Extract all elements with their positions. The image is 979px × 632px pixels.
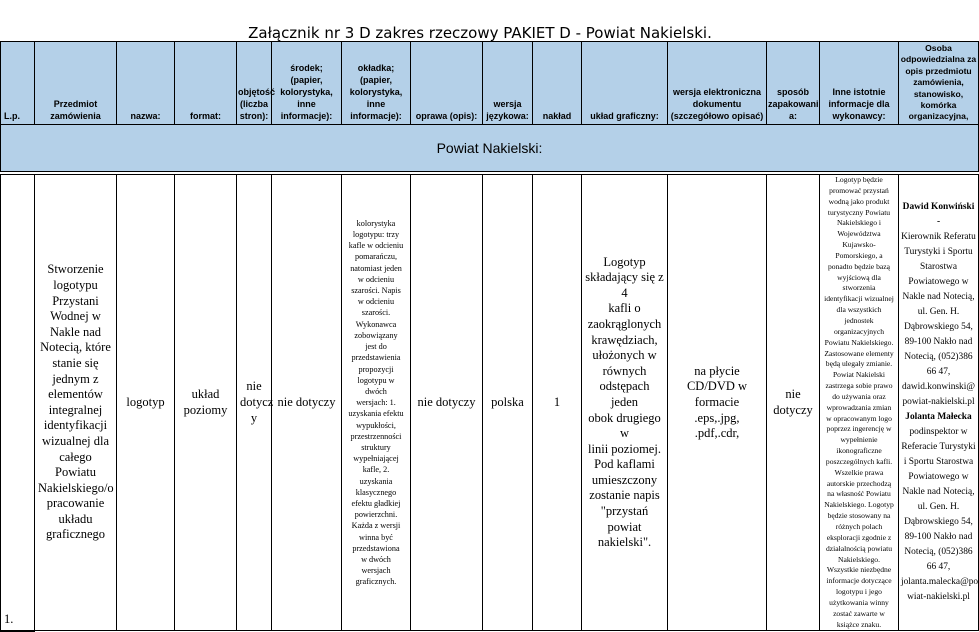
- row-uklad-graficzny-cell[interactable]: Logotyp składający się z 4 kafli o zaokrąglonych krawędziach, ułożonych w równych odstępach jeden obok drugiego w linii poziomej. Pod kaflami umieszczony zostanie napis "przystań powiat nakielski".: [582, 175, 668, 631]
- header-naklad[interactable]: nakład: [533, 42, 582, 125]
- row-wersja-jezykowa-cell[interactable]: polska: [483, 175, 533, 631]
- header-uklad-graficzny[interactable]: układ graficzny:: [582, 42, 668, 125]
- row-okladka-cell[interactable]: kolorystyka logotypu: trzy kafle w odcieniu pomarańczu, natomiast jeden w odcieniu szarości. Napis w odcieniu szarości. Wykonawca zobowiązany jest do przedstawienia propozycji logotypu w dwóch wersjach: 1. uzyskania efektu wypukłości, przestrzenności struktury wypełniającej kafle, 2. uzyskania klasycznego efektu gładkiej powierzchni. Każda z wersji winna być przedstawiona w dwóch wersjach graficznych.: [342, 175, 411, 631]
- row-naklad-cell[interactable]: 1: [533, 175, 582, 631]
- row-osoba-cell[interactable]: [899, 175, 979, 631]
- row-lp-cell[interactable]: 1.: [1, 175, 35, 631]
- contact-1-details: Kierownik Referatu Turystyki i Sportu Starostwa Powiatowego w Nakle nad Notecią, ul. Gen. H. Dąbrowskiego 54, 89-100 Nakło nad Notecią, (052)386 66 47, dawid.konwinski@ powiat-nakielski.pl: [901, 232, 976, 408]
- header-wersja-elektroniczna[interactable]: wersja elektroniczna dokumentu (szczegółowo opisać): [668, 42, 767, 125]
- row-srodek-cell[interactable]: nie dotyczy: [272, 175, 342, 631]
- row-nazwa-cell[interactable]: logotyp: [117, 175, 175, 631]
- section-label[interactable]: Powiat Nakielski:: [1, 125, 979, 172]
- header-okladka[interactable]: okładka; (papier, kolorystyka, inne informacje):: [342, 42, 411, 125]
- contact-1-name: Dawid Konwiński -: [902, 202, 975, 228]
- header-osoba[interactable]: Osoba odpowiedzialna za opis przedmiotu zamówienia, stanowisko, komórka organizacyjna,: [899, 42, 979, 125]
- header-sposob[interactable]: sposób zapakowani a:: [767, 42, 820, 125]
- table-row: [1, 175, 979, 631]
- header-format[interactable]: format:: [175, 42, 237, 125]
- header-objetosc[interactable]: objętość (liczba stron):: [237, 42, 272, 125]
- row-objetosc-cell[interactable]: nie dotycz y: [237, 175, 272, 631]
- row-inne-cell[interactable]: Logotyp będzie promować przystań wodną jako produkt turystyczny Powiatu Nakielskiego i Województwa Kujawsko- Pomorskiego, a ponadto będzie bazą wyjściową dla stworzenia identyfikacji wizualnej dla wszystkich jednostek organizacyjnych Powiatu Nakielskiego. Zastosowane elementy będą ulegały zmianie. Powiat Nakielski zastrzega sobie prawo do używania oraz wprowadzania zmian w opracowanym logo poprzez ingerencję w wypełnienie ikonograficzne poszczególnych kafli. Wszelkie prawa autorskie przechodzą na własność Powiatu Nakielskiego. Logotyp będzie stosowany na różnych polach eksploracji zgodnie z działalnością powiatu Nakielskiego. Wszystkie niezbędne informacje dotyczące logotypu i jego użytkowania winny zostać zawarte w książce znaku.: [820, 175, 899, 631]
- header-oprawa[interactable]: oprawa (opis):: [411, 42, 483, 125]
- row-przedmiot-cell[interactable]: Stworzenie logotypu Przystani Wodnej w Nakle nad Notecią, które stanie się jednym z elementów integralnej identyfikacji wizualnej dla całego Powiatu Nakielskiego/o pracowanie układu graficznego: [35, 175, 117, 631]
- header-lp[interactable]: L.p.: [1, 42, 35, 125]
- contact-2-details: podinspektor w Referacie Turystyki i Sportu Starostwa Powiatowego w Nakle nad Notecią, ul. Gen. H. Dąbrowskiego 54, 89-100 Nakło nad Notecią, (052)386 66 47, jolanta.malecka@po wiat-nakielski.pl: [901, 427, 979, 603]
- row-wersja-elektroniczna-cell[interactable]: na płycie CD/DVD w formacie .eps,.jpg, .pdf,.cdr,: [668, 175, 767, 631]
- header-inne[interactable]: Inne istotnie informacje dla wykonawcy:: [820, 42, 899, 125]
- header-wersja-jezykowa[interactable]: wersja językowa:: [483, 42, 533, 125]
- header-przedmiot[interactable]: Przedmiot zamówienia: [35, 42, 117, 125]
- document-title: Załącznik nr 3 D zakres rzeczowy PAKIET D - Powiat Nakielski.: [248, 24, 712, 42]
- row-format-cell[interactable]: układ poziomy: [175, 175, 237, 631]
- header-nazwa[interactable]: nazwa:: [117, 42, 175, 125]
- row-oprawa-cell[interactable]: nie dotyczy: [411, 175, 483, 631]
- header-srodek[interactable]: środek; (papier, kolorystyka, inne informacje):: [272, 42, 342, 125]
- contact-2-name: Jolanta Małecka: [905, 412, 972, 423]
- header-row: [1, 42, 979, 125]
- scope-table: [0, 41, 979, 632]
- section-row: [1, 125, 979, 172]
- row-sposob-cell[interactable]: nie dotyczy: [767, 175, 820, 631]
